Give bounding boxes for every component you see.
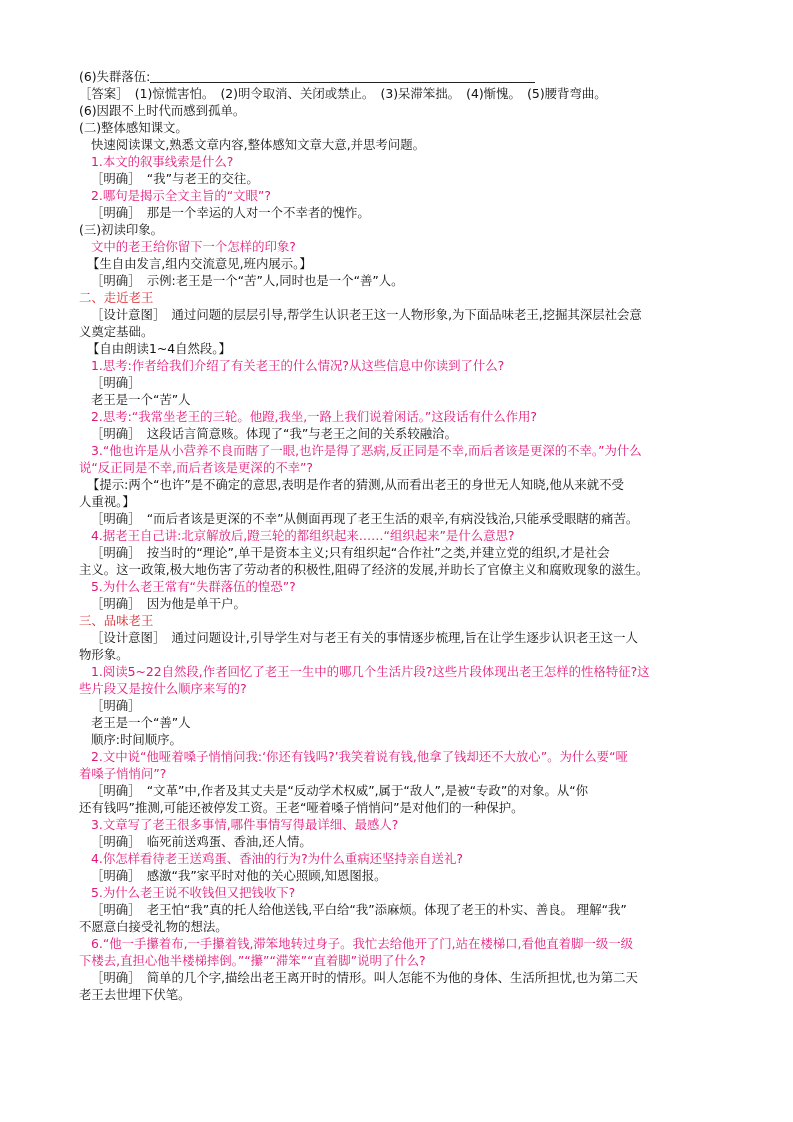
line-text: 2.哪句是揭示全文主旨的“文眼”? [91,188,271,203]
question-line [79,765,166,782]
text-line [79,85,607,102]
text-line [91,170,259,187]
line-text: ［明确］ 那是一个幸运的人对一个不幸者的愧怍。 [91,205,370,220]
line-text: 【提示:两个“也许”是不确定的意思,表明是作者的猜测,从而看出老王的身世无人知晓,他从来就不受 [87,477,624,492]
line-text: 老王是一个“苦”人 [91,392,191,407]
section-heading [79,612,153,629]
line-text: ［明确］ 感激“我”家平时对他的关心照顾,知恩图报。 [91,868,387,883]
line-text: 着嗓子悄悄问”? [79,766,167,781]
line-text: 二、走近老王 [79,290,154,305]
text-line [91,697,141,714]
question-line [91,663,650,680]
text-line [91,510,638,527]
text-line [91,544,610,561]
line-text: ［明确］ 简单的几个字,描绘出老王离开时的情形。叫人怎能不为他的身体、生活所担忧,也为第二天 [91,970,638,985]
text-line [91,714,191,731]
question-line [91,748,628,765]
text-line [91,782,588,799]
line-text: 文中的老王给你留下一个怎样的印象? [91,239,296,254]
line-text: ［明确］ [91,698,141,713]
question-line [91,408,537,425]
question-line [91,153,233,170]
line-text: (三)初读印象。 [79,222,164,237]
question-line [91,816,398,833]
line-text: ［答案］ (1)惊慌害怕。 (2)明令取消、关闭或禁止。 (3)呆滞笨拙。 (4)惭愧。 (5)腰背弯曲。 [79,86,607,101]
line-text: ［明确］ 因为他是单干户。 [91,596,246,611]
text-line [91,969,638,986]
line-text: (6)失群落伍: [79,69,151,84]
text-line [91,136,425,153]
text-line [91,595,246,612]
line-text: 5.为什么老王说不收钱但又把钱收下? [91,885,296,900]
line-text: (6)因跟不上时代而感到孤单。 [79,103,246,118]
text-line [79,221,163,238]
line-text: 3.文章写了老王很多事情,哪件事情写得最详细、最感人? [91,817,399,832]
answer-blank [150,70,535,83]
question-line [79,952,426,969]
line-text: ［明确］ 临死前送鸡蛋、香油,还人情。 [91,834,312,849]
text-line [91,833,312,850]
line-text: 主义。这一政策,极大地伤害了劳动者的积极性,阻碍了经济的发展,并助长了官僚主义和腐败现象的滋生。 [79,562,649,577]
text-line [91,391,191,408]
text-line [79,646,129,663]
line-text: ［明确］ 按当时的“理论”,单干是资本主义;只有组织起“合作社”之类,并建立党的组织,才是社会 [91,545,610,560]
text-line [79,102,245,119]
line-text: (二)整体感知课文。 [79,120,188,135]
question-line [91,850,463,867]
text-line [91,425,457,442]
line-text: 还有钱吗”推测,可能还被停发工资。王老“哑着嗓子悄悄问”是对他们的一种保护。 [79,800,524,815]
question-line [91,238,296,255]
line-text: ［设计意图］ 通过问题设计,引导学生对与老王有关的事情逐步梳理,旨在让学生逐步认识老王这一人 [91,630,638,645]
line-text: 人重视。】 [79,494,135,509]
line-text: ［明确］ “而后者该是更深的不幸”从侧面再现了老王生活的艰辛,有病没钱治,只能承受眼瞎的痛苦。 [91,511,639,526]
question-line [91,527,514,544]
line-text: ［明确］ 示例:老王是一个“苦”人,同时也是一个“善”人。 [91,273,404,288]
text-line [87,476,624,493]
text-line [91,629,638,646]
line-text: 4.你怎样看待老王送鸡蛋、香油的行为?为什么重病还坚持亲自送礼? [91,851,463,866]
text-line [79,323,153,340]
text-line [87,255,312,272]
line-text: 6.“他一手攥着布,一手攥着钱,滞笨地转过身子。我忙去给他开了门,站在楼梯口,看他直着脚一级一级 [91,936,634,951]
text-line [79,561,648,578]
text-line [79,119,188,136]
text-line [91,204,370,221]
question-line [91,935,633,952]
line-text: 1.思考:作者给我们介绍了有关老王的什么情况?从这些信息中你读到了什么? [91,358,505,373]
line-text: ［设计意图］ 通过问题的层层引导,帮学生认识老王这一人物形象,为下面品味老王,挖掘其深层社会意 [91,307,642,322]
line-text: 2.文中说“他哑着嗓子悄悄问我:‘你还有钱吗?’我笑着说有钱,他拿了钱却还不大放心”。为什么要“哑 [91,749,628,764]
line-text: 老王是一个“善”人 [91,715,191,730]
question-line [91,357,504,374]
line-text: 4.据老王自己讲:北京解放后,蹬三轮的都组织起来……“组织起来”是什么意思? [91,528,515,543]
line-text: 义奠定基础。 [79,324,154,339]
question-line [79,680,247,697]
text-line [91,306,642,323]
question-line [91,187,271,204]
line-text: 说“反正同是不幸,而后者该是更深的不幸”? [79,460,313,475]
line-text: ［明确］ “我”与老王的交往。 [91,171,259,186]
question-line [91,442,642,459]
text-line [79,68,535,85]
line-text: 【自由朗读1~4自然段。】 [87,341,231,356]
line-text: 3.“他也许是从小营养不良而瞎了一眼,也许是得了恶病,反正同是不幸,而后者该是更深的不幸。”为什么 [91,443,642,458]
line-text: 1.本文的叙事线索是什么? [91,154,234,169]
line-text: 【生自由发言,组内交流意见,班内展示。】 [87,256,312,271]
line-text: 不愿意白接受礼物的想法。 [79,919,228,934]
text-line [79,918,228,935]
text-line [87,340,231,357]
line-text: 老王去世埋下伏笔。 [79,987,191,1002]
text-line [79,986,191,1003]
text-line [91,374,141,391]
line-text: ［明确］ “文革”中,作者及其丈夫是“反动学术权威”,属于“敌人”,是被“专政”的对象。从“你 [91,783,589,798]
question-line [91,884,295,901]
line-text: 物形象。 [79,647,129,662]
text-line [91,731,182,748]
text-line [91,272,404,289]
line-text: 1.阅读5~22自然段,作者回忆了老王一生中的哪几个生活片段?这些片段体现出老王怎样的性格特征?这 [91,664,650,679]
question-line [79,459,313,476]
line-text: ［明确］ [91,375,141,390]
line-text: 5.为什么老王常有“失群落伍的惶恐”? [91,579,296,594]
question-line [91,578,296,595]
line-text: 些片段又是按什么顺序来写的? [79,681,247,696]
text-line [91,901,627,918]
text-line [79,799,523,816]
line-text: 顺序:时间顺序。 [91,732,182,747]
line-text: 快速阅读课文,熟悉文章内容,整体感知文章大意,并思考问题。 [91,137,425,152]
line-text: 2.思考:“我常坐老王的三轮。他蹬,我坐,一路上我们说着闲话。”这段话有什么作用? [91,409,537,424]
section-heading [79,289,153,306]
line-text: ［明确］ 这段话言简意赅。体现了“我”与老王之间的关系较融洽。 [91,426,457,441]
line-text: 下楼去,直担心他半楼梯摔倒。”“攥”“滞笨”“直着脚”说明了什么? [79,953,426,968]
text-line [79,493,135,510]
line-text: ［明确］ 老王怕“我”真的托人给他送钱,平白给“我”添麻烦。体现了老王的朴实、善良。 理解“我” [91,902,627,917]
text-line [91,867,387,884]
line-text: 三、品味老王 [79,613,154,628]
